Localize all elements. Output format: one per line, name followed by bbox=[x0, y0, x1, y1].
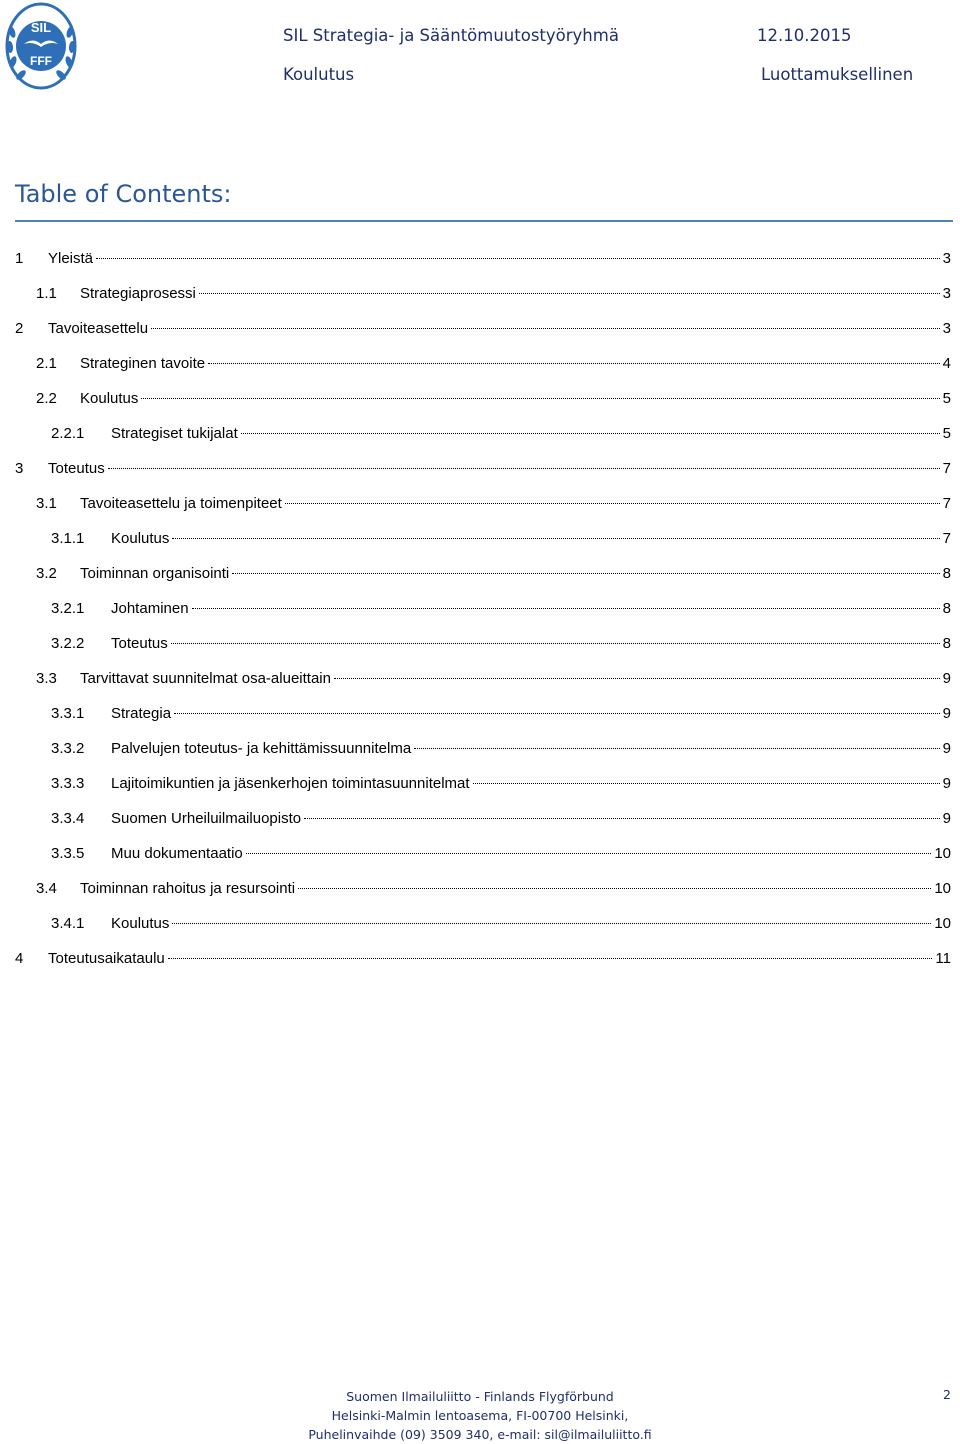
toc-entry-page: 10 bbox=[934, 845, 951, 862]
toc-entry-leader bbox=[334, 678, 940, 679]
toc-entry-number: 3.2.2 bbox=[51, 635, 85, 652]
toc-entry-number: 3.3.5 bbox=[51, 845, 85, 862]
toc-heading-rule bbox=[15, 220, 953, 222]
toc-entry-title: Muu dokumentaatio bbox=[111, 845, 243, 862]
toc-entry-leader bbox=[285, 503, 940, 504]
toc-entry[interactable] bbox=[15, 460, 951, 495]
toc-entry[interactable] bbox=[15, 285, 951, 320]
toc-entry-title: Strategiset tukijalat bbox=[111, 425, 238, 442]
toc-entry-leader bbox=[171, 643, 940, 644]
toc-entry-title: Toiminnan rahoitus ja resursointi bbox=[80, 880, 296, 897]
toc-entry[interactable] bbox=[15, 425, 951, 460]
toc-entry-title: Toteutusaikataulu bbox=[48, 950, 165, 967]
toc-entry-leader bbox=[108, 468, 940, 469]
toc-entry-page: 8 bbox=[942, 600, 951, 617]
toc-entry[interactable] bbox=[15, 915, 951, 950]
toc-entry-leader bbox=[96, 258, 940, 259]
toc-entry-title: Tavoiteasettelu bbox=[48, 320, 149, 337]
toc-entry-title: Koulutus bbox=[80, 390, 139, 407]
toc-entry-leader bbox=[168, 958, 933, 959]
toc-entry-page: 9 bbox=[942, 740, 951, 757]
toc-entry-leader bbox=[208, 363, 940, 364]
toc-entry-number: 2 bbox=[15, 320, 24, 337]
toc-entry-page: 9 bbox=[942, 810, 951, 827]
toc-entry-leader bbox=[473, 783, 940, 784]
toc-entry-page: 9 bbox=[942, 705, 951, 722]
toc-entry[interactable] bbox=[15, 635, 951, 670]
toc-entry-number: 3.4.1 bbox=[51, 915, 85, 932]
toc-entry-number: 1 bbox=[15, 250, 24, 267]
page-number: 2 bbox=[943, 1387, 951, 1402]
toc-entry-title: Koulutus bbox=[111, 530, 170, 547]
toc-entry-title: Suomen Urheiluilmailuopisto bbox=[111, 810, 302, 827]
toc-entry[interactable] bbox=[15, 600, 951, 635]
toc-entry-page: 8 bbox=[942, 565, 951, 582]
toc-entry-number: 3.3 bbox=[36, 670, 57, 687]
toc-entry[interactable] bbox=[15, 530, 951, 565]
toc-entry-title: Toteutus bbox=[111, 635, 168, 652]
toc-entry-page: 5 bbox=[942, 425, 951, 442]
toc-entry-title: Tarvittavat suunnitelmat osa-alueittain bbox=[80, 670, 331, 687]
toc-entry-leader bbox=[192, 608, 940, 609]
table-of-contents bbox=[15, 250, 951, 985]
toc-entry-leader bbox=[172, 538, 939, 539]
svg-text:FFF: FFF bbox=[30, 54, 52, 68]
toc-entry-page: 11 bbox=[935, 950, 951, 967]
toc-entry-page: 7 bbox=[942, 495, 951, 512]
toc-entry[interactable] bbox=[15, 880, 951, 915]
toc-entry-title: Koulutus bbox=[111, 915, 170, 932]
toc-entry-page: 7 bbox=[942, 530, 951, 547]
toc-entry-page: 3 bbox=[942, 250, 951, 267]
toc-entry-page: 4 bbox=[942, 355, 951, 372]
svg-text:SIL: SIL bbox=[30, 20, 52, 35]
toc-entry-number: 3.3.2 bbox=[51, 740, 85, 757]
toc-entry-number: 3.3.1 bbox=[51, 705, 85, 722]
footer bbox=[220, 1387, 740, 1444]
toc-entry-leader bbox=[232, 573, 939, 574]
toc-heading: Table of Contents: bbox=[15, 180, 232, 208]
toc-entry-number: 2.2 bbox=[36, 390, 57, 407]
toc-entry-leader bbox=[174, 713, 940, 714]
toc-entry-leader bbox=[241, 433, 940, 434]
toc-entry-number: 3.2 bbox=[36, 565, 57, 582]
toc-entry-leader bbox=[141, 398, 939, 399]
footer-organization: Suomen Ilmailuliitto - Finlands Flygförbund bbox=[346, 1389, 614, 1404]
toc-entry[interactable] bbox=[15, 740, 951, 775]
header-subject: Koulutus bbox=[283, 65, 355, 84]
toc-entry-leader bbox=[298, 888, 931, 889]
toc-entry-number: 3.4 bbox=[36, 880, 57, 897]
footer-contact: Puhelinvaihde (09) 3509 340, e-mail: sil@ilmailuliitto.fi bbox=[308, 1427, 652, 1442]
toc-entry-number: 3.3.3 bbox=[51, 775, 85, 792]
toc-entry-page: 10 bbox=[934, 915, 951, 932]
toc-entry[interactable] bbox=[15, 670, 951, 705]
toc-entry-number: 3.1.1 bbox=[51, 530, 85, 547]
header-title: SIL Strategia- ja Sääntömuutostyöryhmä bbox=[283, 26, 619, 45]
toc-entry[interactable] bbox=[15, 320, 951, 355]
toc-entry-number: 3.1 bbox=[36, 495, 57, 512]
toc-entry-number: 3.2.1 bbox=[51, 600, 85, 617]
toc-entry-number: 4 bbox=[15, 950, 24, 967]
toc-entry-page: 5 bbox=[942, 390, 951, 407]
toc-entry[interactable] bbox=[15, 565, 951, 600]
toc-entry[interactable] bbox=[15, 495, 951, 530]
footer-address: Helsinki-Malmin lentoasema, FI-00700 Helsinki, bbox=[331, 1408, 629, 1423]
toc-entry-title: Strategia bbox=[111, 705, 172, 722]
toc-entry-page: 10 bbox=[934, 880, 951, 897]
sil-fff-logo bbox=[4, 2, 78, 92]
header-date: 12.10.2015 bbox=[757, 26, 852, 45]
toc-entry-number: 3 bbox=[15, 460, 24, 477]
toc-entry-title: Strategiaprosessi bbox=[80, 285, 196, 302]
toc-entry-number: 2.1 bbox=[36, 355, 57, 372]
toc-entry-number: 1.1 bbox=[36, 285, 57, 302]
toc-entry-leader bbox=[151, 328, 940, 329]
toc-entry[interactable] bbox=[15, 705, 951, 740]
toc-entry-page: 3 bbox=[942, 285, 951, 302]
toc-entry-number: 3.3.4 bbox=[51, 810, 85, 827]
toc-entry-title: Tavoiteasettelu ja toimenpiteet bbox=[80, 495, 282, 512]
toc-entry[interactable] bbox=[15, 250, 951, 285]
toc-entry-title: Toiminnan organisointi bbox=[80, 565, 230, 582]
toc-entry-title: Toteutus bbox=[48, 460, 105, 477]
toc-entry-leader bbox=[304, 818, 940, 819]
toc-entry-title: Yleistä bbox=[48, 250, 94, 267]
toc-entry-number: 2.2.1 bbox=[51, 425, 85, 442]
toc-entry[interactable] bbox=[15, 950, 951, 985]
toc-entry-page: 7 bbox=[942, 460, 951, 477]
toc-entry-title: Lajitoimikuntien ja jäsenkerhojen toimintasuunnitelmat bbox=[111, 775, 470, 792]
header-classification: Luottamuksellinen bbox=[761, 65, 914, 84]
toc-entry-title: Johtaminen bbox=[111, 600, 189, 617]
toc-entry-page: 8 bbox=[942, 635, 951, 652]
toc-entry-page: 9 bbox=[942, 775, 951, 792]
toc-entry-title: Palvelujen toteutus- ja kehittämissuunnitelma bbox=[111, 740, 412, 757]
toc-entry[interactable] bbox=[15, 775, 951, 810]
toc-entry[interactable] bbox=[15, 845, 951, 880]
toc-entry-leader bbox=[199, 293, 940, 294]
toc-entry-leader bbox=[172, 923, 931, 924]
toc-entry-title: Strateginen tavoite bbox=[80, 355, 206, 372]
toc-entry-leader bbox=[246, 853, 932, 854]
toc-entry-leader bbox=[414, 748, 939, 749]
toc-entry[interactable] bbox=[15, 355, 951, 390]
toc-entry[interactable] bbox=[15, 390, 951, 425]
toc-entry[interactable] bbox=[15, 810, 951, 845]
toc-entry-page: 3 bbox=[942, 320, 951, 337]
toc-entry-page: 9 bbox=[942, 670, 951, 687]
